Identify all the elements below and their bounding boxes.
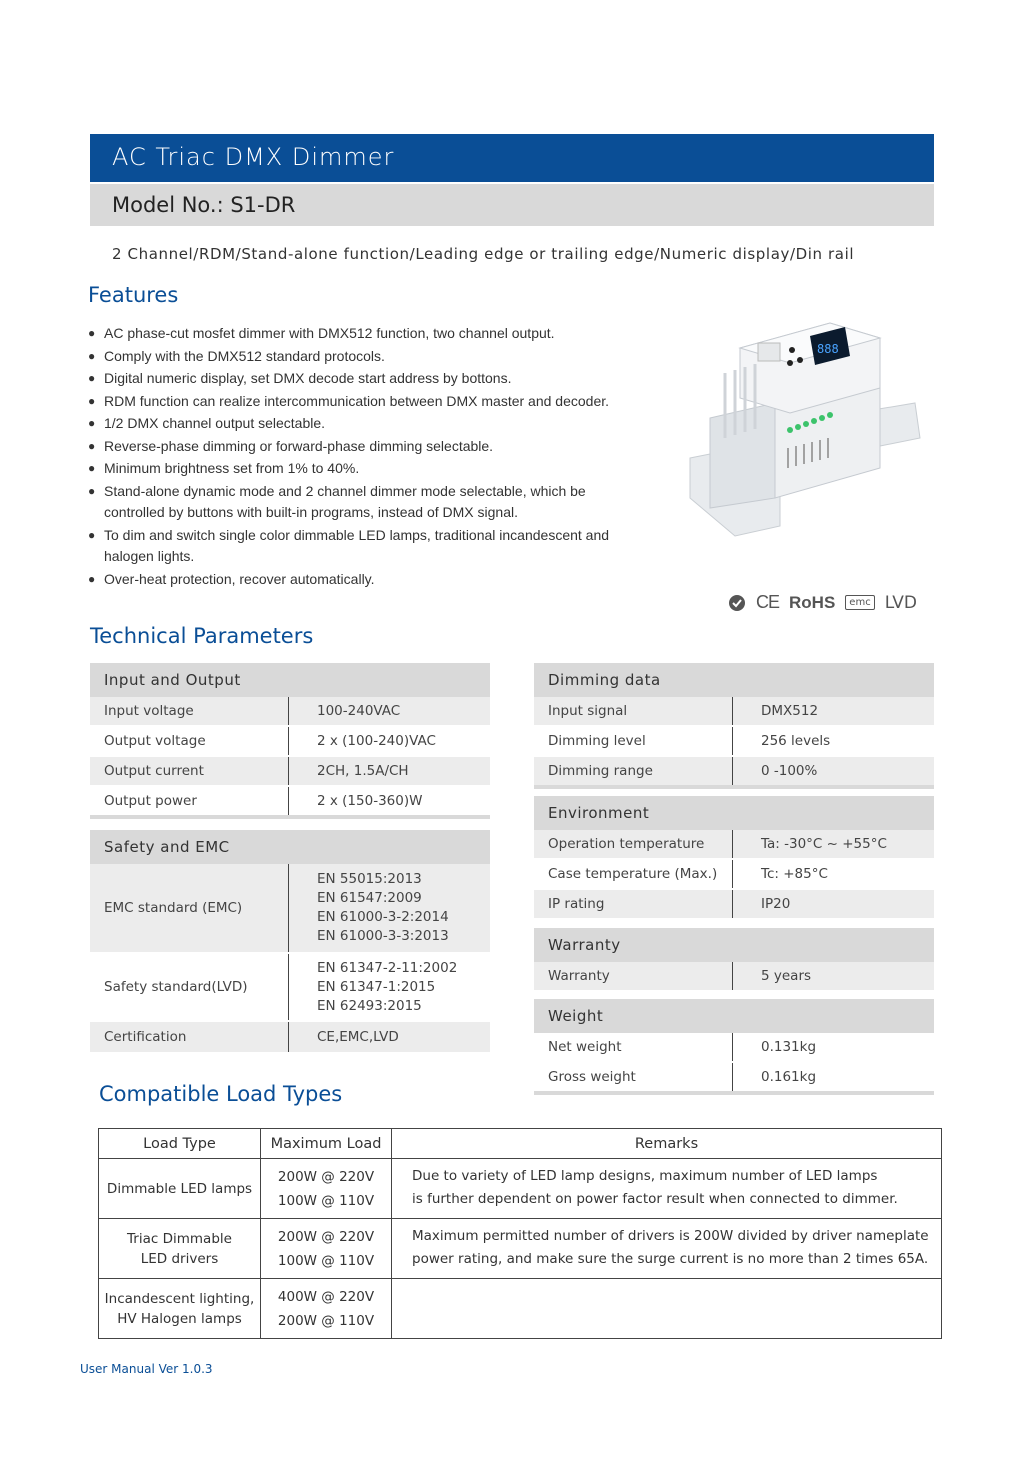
feature-item: ● Comply with the DMX512 standard protocols. xyxy=(88,346,648,368)
load-type-cell xyxy=(99,1279,261,1339)
param-row xyxy=(90,757,490,785)
param-value: 2 x (100-240)VAC xyxy=(317,733,436,749)
rohs-mark: RoHS xyxy=(789,592,836,612)
product-subtitle: 2 Channel/RDM/Stand-alone function/Leading edge or trailing edge/Numeric display/Din rail xyxy=(112,245,855,263)
param-value: CE,EMC,LVD xyxy=(317,1028,399,1045)
title-bar xyxy=(90,134,934,182)
max-load-line: 400W @ 220V xyxy=(277,1288,375,1305)
product-image xyxy=(680,298,930,538)
certification-logos xyxy=(728,592,917,613)
param-row xyxy=(90,727,490,755)
param-row xyxy=(534,890,934,918)
max-load-line: 200W @ 220V xyxy=(277,1228,375,1245)
param-value-group xyxy=(289,959,457,1016)
param-value-group xyxy=(289,870,449,946)
feature-item: ● Reverse-phase dimming or forward-phase dimming selectable. xyxy=(88,436,648,458)
feature-item: ● RDM function can realize intercommunication between DMX master and decoder. xyxy=(88,391,648,413)
environment-table xyxy=(534,796,934,918)
param-value-group xyxy=(289,1028,399,1047)
dimming-table xyxy=(534,663,934,789)
param-label: Certification xyxy=(90,1022,289,1052)
param-row xyxy=(534,860,934,888)
table-row xyxy=(99,1279,942,1339)
remarks-cell xyxy=(392,1159,942,1219)
param-label: Dimming level xyxy=(534,727,733,755)
features-list xyxy=(88,323,648,591)
load-type-cell xyxy=(99,1219,261,1279)
table-row xyxy=(99,1159,942,1219)
input-output-table xyxy=(90,663,490,819)
cqc-icon xyxy=(728,594,746,612)
param-value: 2 x (150-360)W xyxy=(317,793,423,809)
technical-parameters-title: Technical Parameters xyxy=(90,624,314,648)
param-value: EN 61000-3-3:2013 xyxy=(317,928,449,944)
param-label: Gross weight xyxy=(534,1063,733,1091)
remarks-line: power rating, and make sure the surge current is no more than 2 times 65A. xyxy=(412,1251,929,1267)
max-load-cell xyxy=(261,1219,392,1279)
param-value: EN 61547:2009 xyxy=(317,890,422,906)
param-value: 256 levels xyxy=(761,733,831,749)
remarks-header: Remarks xyxy=(392,1129,942,1159)
maximum-load-header: Maximum Load xyxy=(261,1129,392,1159)
param-label: Dimming range xyxy=(534,757,733,785)
max-load-line: 200W @ 110V xyxy=(277,1312,375,1329)
param-label: Input voltage xyxy=(90,697,289,725)
param-label: Output power xyxy=(90,787,289,815)
remarks-line: Maximum permitted number of drivers is 200W divided by driver nameplate xyxy=(412,1228,929,1244)
dimming-header: Dimming data xyxy=(534,663,934,697)
param-value: IP20 xyxy=(761,896,791,912)
feature-item: ● 1/2 DMX channel output selectable. xyxy=(88,413,648,435)
load-type-line: LED drivers xyxy=(140,1250,219,1267)
param-value: EN 61000-3-2:2014 xyxy=(317,909,449,925)
param-value: 2CH, 1.5A/CH xyxy=(317,763,409,779)
feature-item: ● Minimum brightness set from 1% to 40%. xyxy=(88,458,648,480)
load-type-line: Triac Dimmable xyxy=(127,1230,232,1247)
param-row xyxy=(90,954,490,1020)
param-label: EMC standard (EMC) xyxy=(90,864,289,952)
remarks-line: Due to variety of LED lamp designs, maximum number of LED lamps xyxy=(412,1168,878,1184)
param-row xyxy=(534,1063,934,1091)
param-label: Case temperature (Max.) xyxy=(534,860,733,888)
input-output-header: Input and Output xyxy=(90,663,490,697)
param-value: 0 -100% xyxy=(761,763,818,779)
param-value: Ta: -30°C ~ +55°C xyxy=(761,836,887,852)
remarks-line: is further dependent on power factor result when connected to dimmer. xyxy=(412,1191,898,1207)
param-label: Output voltage xyxy=(90,727,289,755)
remarks-cell xyxy=(392,1279,942,1339)
param-value: EN 55015:2013 xyxy=(317,871,422,887)
remarks-cell xyxy=(392,1219,942,1279)
model-number: Model No.: S1-DR xyxy=(112,193,296,217)
compatible-loads-title: Compatible Load Types xyxy=(99,1082,343,1106)
load-type-line: HV Halogen lamps xyxy=(117,1310,242,1327)
param-row xyxy=(534,697,934,725)
weight-header: Weight xyxy=(534,999,934,1033)
param-value: DMX512 xyxy=(761,703,819,719)
param-row xyxy=(90,697,490,725)
max-load-line: 100W @ 110V xyxy=(277,1252,375,1269)
param-value: 0.161kg xyxy=(761,1069,817,1085)
features-title: Features xyxy=(88,283,179,307)
environment-header: Environment xyxy=(534,796,934,830)
lvd-mark: LVD xyxy=(884,592,918,613)
feature-item: ● AC phase-cut mosfet dimmer with DMX512 function, two channel output. xyxy=(88,323,648,345)
param-row xyxy=(90,1022,490,1052)
param-row xyxy=(534,757,934,785)
model-bar xyxy=(90,184,934,226)
param-value: 100-240VAC xyxy=(317,703,401,719)
load-type-line: Incandescent lighting, xyxy=(104,1290,255,1307)
warranty-header: Warranty xyxy=(534,928,934,962)
max-load-line: 200W @ 220V xyxy=(277,1168,375,1185)
svg-text:888: 888 xyxy=(817,342,839,356)
param-label: Output current xyxy=(90,757,289,785)
ce-mark: CE xyxy=(756,592,780,612)
param-row xyxy=(90,864,490,952)
param-value: 5 years xyxy=(761,968,812,984)
feature-item: ● To dim and switch single color dimmable LED lamps, traditional incandescent and halogen lights. xyxy=(88,525,648,568)
param-row xyxy=(534,727,934,755)
load-type-header: Load Type xyxy=(99,1129,261,1159)
param-row xyxy=(534,830,934,858)
feature-item: ● Over-heat protection, recover automatically. xyxy=(88,569,648,591)
param-value: EN 62493:2015 xyxy=(317,997,422,1014)
load-type-line: Dimmable LED lamps xyxy=(106,1180,253,1197)
safety-emc-header: Safety and EMC xyxy=(90,830,490,864)
load-types-table xyxy=(98,1128,942,1339)
param-row xyxy=(534,962,934,990)
warranty-table xyxy=(534,928,934,990)
max-load-cell xyxy=(261,1279,392,1339)
param-row xyxy=(90,787,490,815)
weight-table xyxy=(534,999,934,1095)
safety-emc-table xyxy=(90,830,490,1052)
param-value: EN 61347-1:2015 xyxy=(317,978,436,995)
max-load-line: 100W @ 110V xyxy=(277,1192,375,1209)
param-label: Input signal xyxy=(534,697,733,725)
load-type-cell xyxy=(99,1159,261,1219)
param-label: IP rating xyxy=(534,890,733,918)
max-load-cell xyxy=(261,1159,392,1219)
table-row xyxy=(99,1219,942,1279)
emc-mark: emc xyxy=(845,595,874,610)
param-label: Operation temperature xyxy=(534,830,733,858)
param-label: Net weight xyxy=(534,1033,733,1061)
feature-item: ● Stand-alone dynamic mode and 2 channel dimmer mode selectable, which be controlled by buttons with built-in programs, instead of DMX signal. xyxy=(88,481,648,524)
footer-version: User Manual Ver 1.0.3 xyxy=(80,1362,213,1376)
param-row xyxy=(534,1033,934,1061)
page-title: AC Triac DMX Dimmer xyxy=(112,143,395,171)
param-value: Tc: +85°C xyxy=(761,866,828,882)
feature-item: ● Digital numeric display, set DMX decode start address by bottons. xyxy=(88,368,648,390)
param-label: Warranty xyxy=(534,962,733,990)
param-value: EN 61347-2-11:2002 xyxy=(317,959,458,976)
param-value: 0.131kg xyxy=(761,1039,817,1055)
param-label: Safety standard(LVD) xyxy=(90,954,289,1020)
